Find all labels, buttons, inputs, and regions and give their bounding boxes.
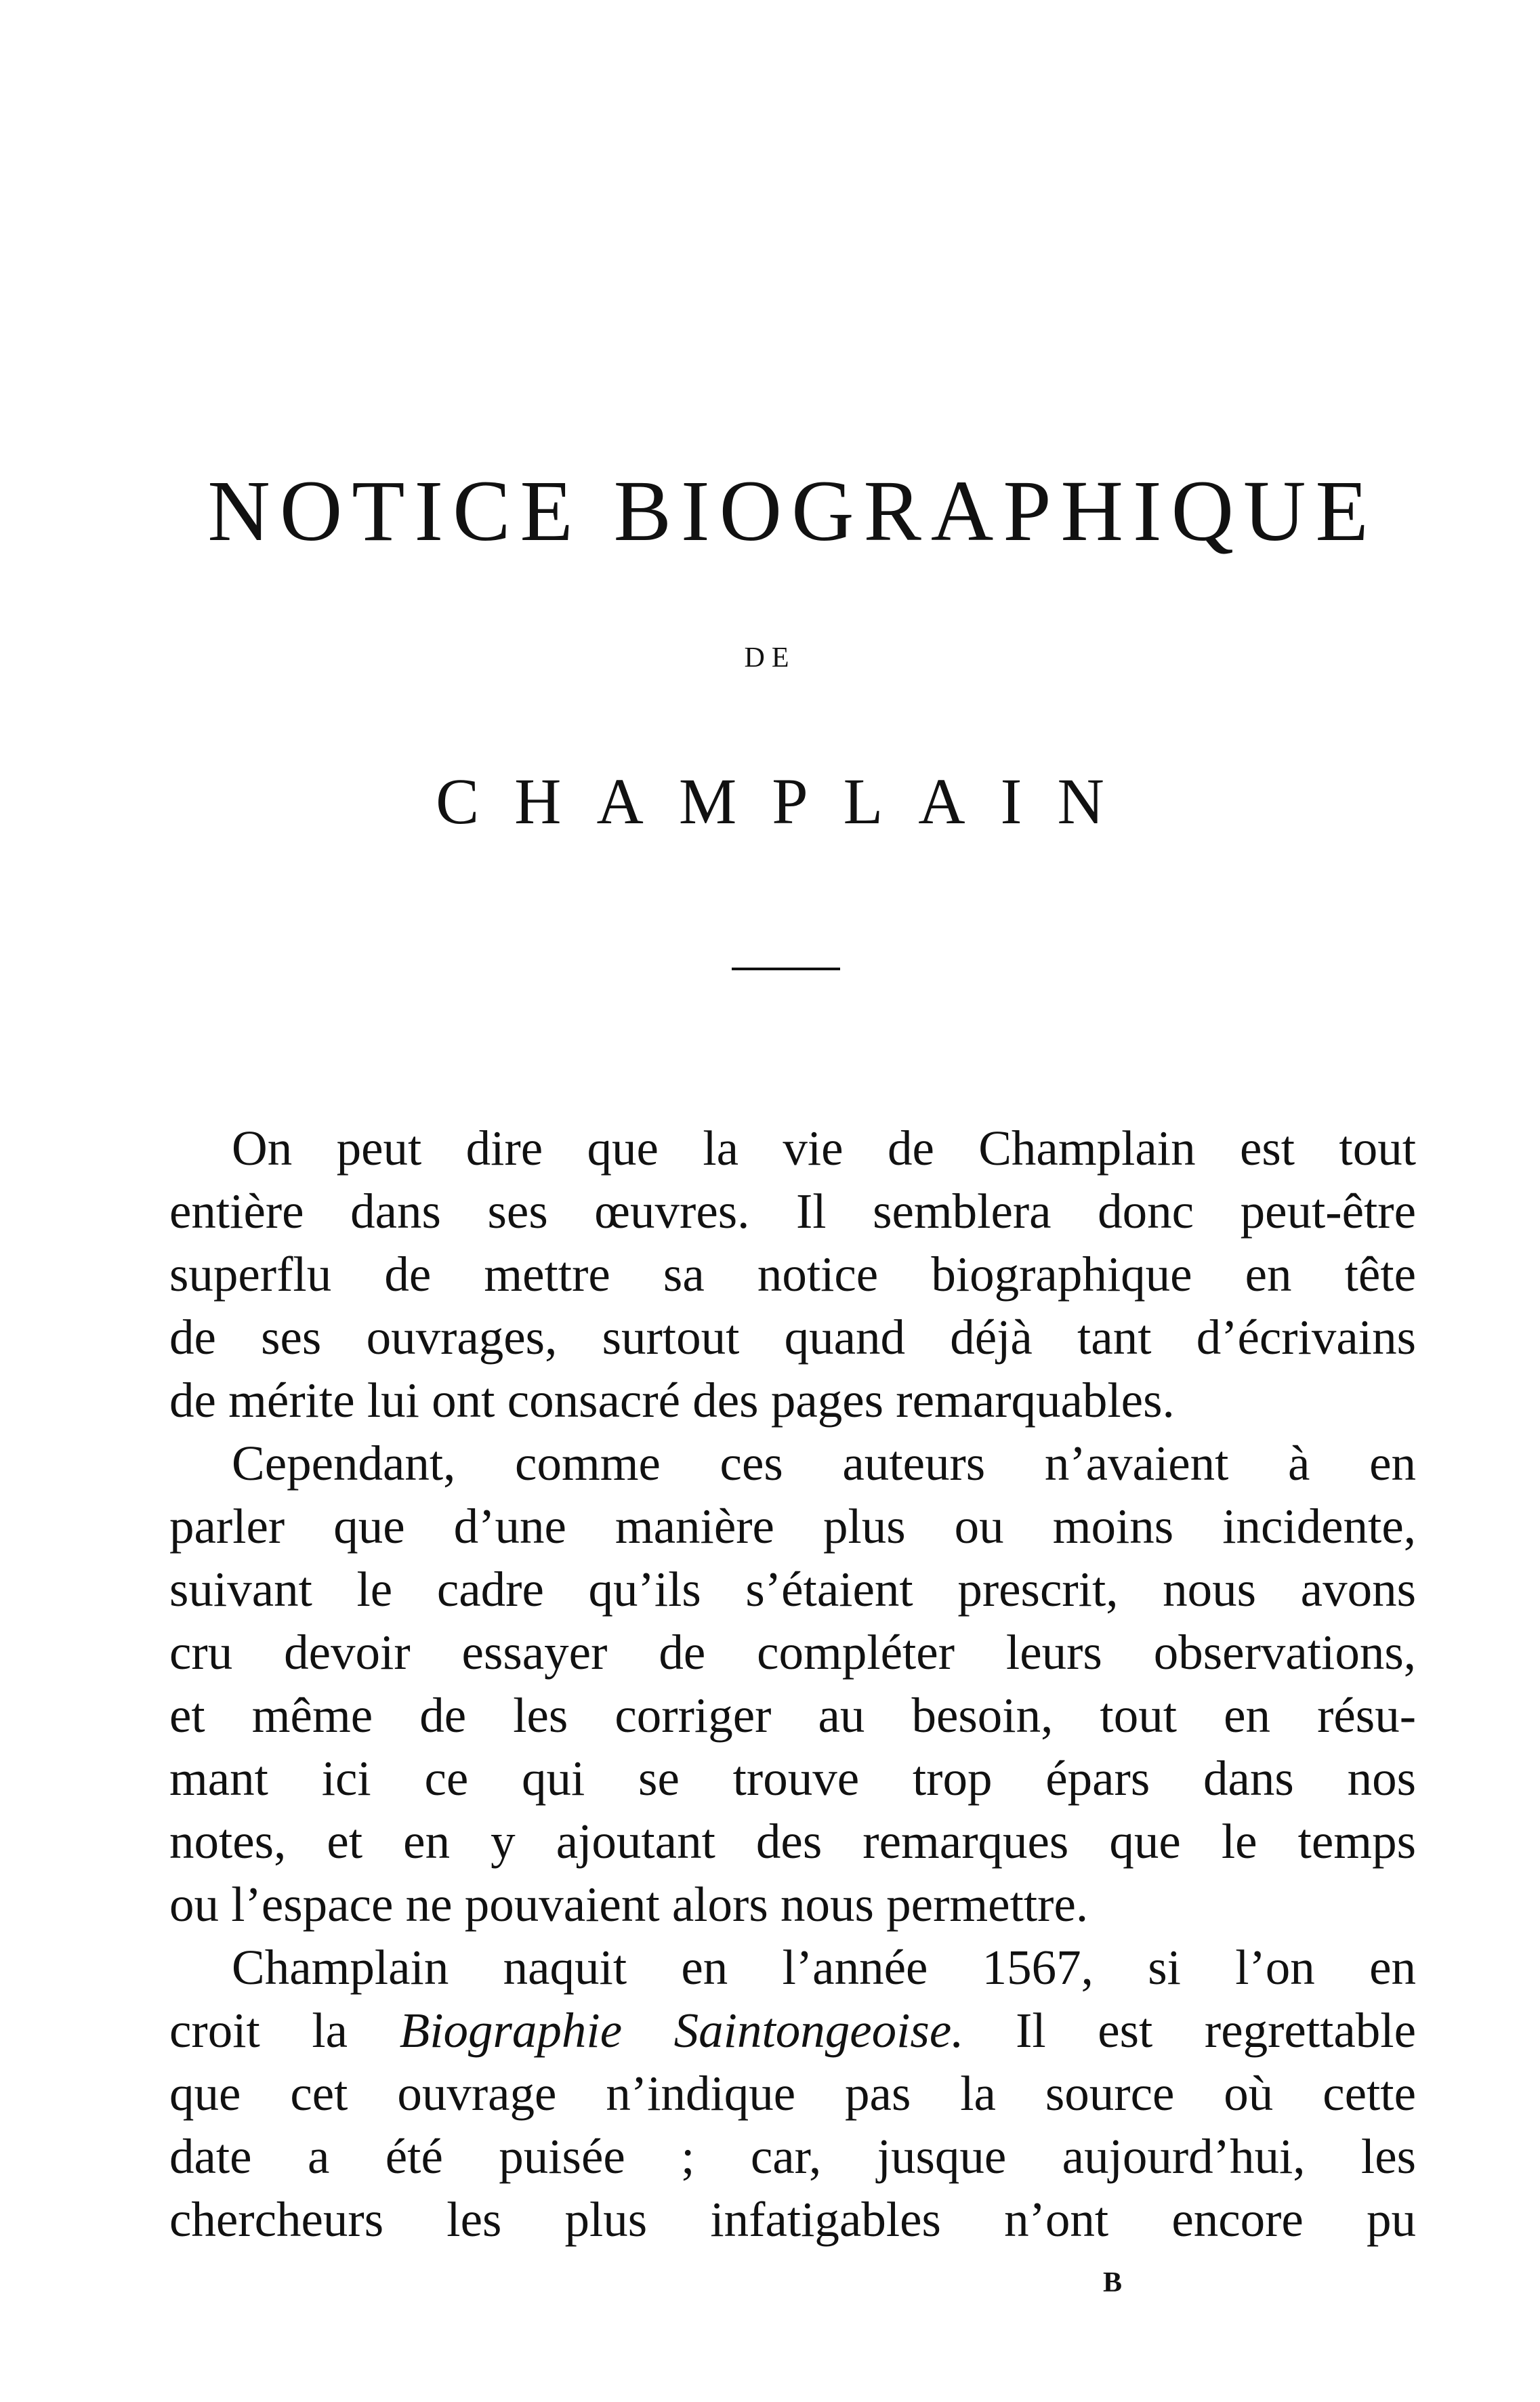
text-line: Cependant, comme ces auteurs n’avaient à en <box>232 1436 1416 1491</box>
text-line: entière dans ses œuvres. Il semblera donc peut-être <box>169 1184 1416 1239</box>
title-divider <box>732 968 840 970</box>
text-segment: Il est regrettable <box>963 2003 1416 2058</box>
text-line: chercheurs les plus infatigables n’ont encore pu <box>169 2192 1416 2247</box>
text-line: Champlain naquit en l’année 1567, si l’on en <box>232 1940 1416 1995</box>
text-line: notes, et en y ajoutant des remarques que le temps <box>169 1814 1416 1869</box>
text-line: date a été puisée ; car, jusque aujourd’hui, les <box>169 2129 1416 2184</box>
text-line: cru devoir essayer de compléter leurs observations, <box>169 1625 1416 1680</box>
text-line-with-italic <box>169 1999 1416 2062</box>
text-line: parler que d’une manière plus ou moins incidente, <box>169 1499 1416 1554</box>
text-line: de mérite lui ont consacré des pages remarquables. <box>169 1373 1175 1428</box>
text-line: On peut dire que la vie de Champlain est tout <box>232 1121 1416 1176</box>
page-subtitle: CHAMPLAIN <box>436 765 1140 837</box>
text-line: ou l’espace ne pouvaient alors nous permettre. <box>169 1877 1089 1932</box>
text-segment: croit la <box>169 2003 400 2058</box>
text-line: que cet ouvrage n’indique pas la source où cette <box>169 2066 1416 2121</box>
text-line: suivant le cadre qu’ils s’étaient prescrit, nous avons <box>169 1562 1416 1617</box>
page-title: NOTICE BIOGRAPHIQUE <box>207 463 1378 559</box>
signature-mark: B <box>1103 2267 1123 2298</box>
body-text <box>169 1117 1416 2251</box>
title-connector: DE <box>744 642 796 674</box>
text-line: de ses ouvrages, surtout quand déjà tant d’écrivains <box>169 1310 1416 1365</box>
text-line: et même de les corriger au besoin, tout en résu- <box>169 1688 1416 1743</box>
italic-book-title: Biographie Saintongeoise. <box>399 2003 964 2058</box>
text-line: mant ici ce qui se trouve trop épars dans nos <box>169 1751 1416 1806</box>
text-line: superflu de mettre sa notice biographique en tête <box>169 1247 1416 1302</box>
